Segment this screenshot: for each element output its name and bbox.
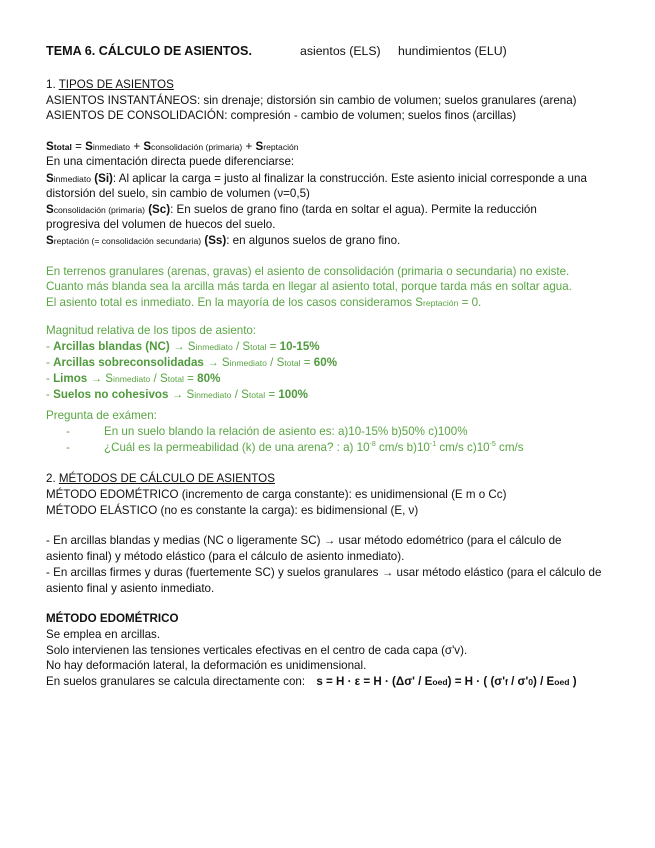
list-dash: - bbox=[66, 425, 70, 438]
pregunta-q1 bbox=[66, 425, 468, 439]
edometrico-line-1: Se emplea en arcillas. bbox=[46, 628, 161, 641]
section-number: 1. bbox=[46, 78, 59, 91]
exponent: -5 bbox=[489, 441, 496, 449]
ratio-text: / S bbox=[150, 372, 168, 385]
cimentacion-intro: En una cimentación directa puede diferenciarse: bbox=[46, 155, 295, 168]
ratio-text: = bbox=[266, 340, 280, 353]
asientos-consolidacion: ASIENTOS DE CONSOLIDACIÓN: compresión - cambio de volumen; suelos finos (arcillas) bbox=[46, 109, 517, 122]
metodo-edometrico-line: MÉTODO EDOMÉTRICO (incremento de carga constante): es unidimensional (E m o Cc) bbox=[46, 488, 507, 501]
ratio-subscript: inmediato bbox=[113, 374, 151, 384]
formula-subscript: total bbox=[53, 142, 72, 152]
section-title: MÉTODOS DE CÁLCULO DE ASIENTOS bbox=[58, 472, 275, 485]
formula-operator: = bbox=[71, 140, 86, 153]
green-note-1: En terrenos granulares (arenas, gravas) el asiento de consolidación (primaria o secundaria) no existe. bbox=[46, 265, 570, 278]
ratio-value: 100% bbox=[278, 388, 308, 401]
soil-name: Suelos no cohesivos bbox=[53, 388, 169, 401]
si-symbol: S bbox=[46, 172, 54, 185]
formula-subscript: oed bbox=[554, 677, 570, 687]
si-text: : Al aplicar la carga = justo al finalizar la construcción. Este asiento inicial corresponde a una bbox=[112, 172, 587, 185]
ratio-subscript: total bbox=[284, 358, 301, 368]
edometrico-formula-intro: En suelos granulares se calcula directamente con: bbox=[46, 675, 306, 688]
formula-part: ) = H · ( (σ' bbox=[447, 675, 505, 688]
ratio-subscript: total bbox=[248, 390, 266, 400]
title-row bbox=[46, 44, 621, 58]
magnitud-item bbox=[46, 356, 337, 370]
green-note-2: Cuanto más blanda sea la arcilla más tarda en llegar al asiento total, porque tarda más en soltar agua. bbox=[46, 280, 572, 293]
tag-elu: hundimientos (ELU) bbox=[398, 44, 507, 58]
ratio-text: → S bbox=[169, 340, 196, 353]
edometrico-line-3: No hay deformación lateral, la deformación es unidimensional. bbox=[46, 659, 367, 672]
edometrico-line-4 bbox=[46, 675, 577, 689]
section-heading-metodos bbox=[46, 472, 275, 486]
section-heading-tipos bbox=[46, 78, 174, 92]
formula-operator: + bbox=[242, 140, 256, 153]
si-label: (Si) bbox=[91, 172, 113, 185]
magnitud-item bbox=[46, 340, 320, 354]
exponent: -8 bbox=[369, 441, 376, 449]
pregunta-q2-text: cm/s c)10 bbox=[436, 441, 490, 454]
ratio-text: → S bbox=[203, 356, 230, 369]
green-note-3-end: = 0. bbox=[458, 296, 482, 309]
soil-name: Limos bbox=[53, 372, 88, 385]
list-dash: - bbox=[46, 388, 54, 401]
ratio-text: = bbox=[300, 356, 314, 369]
formula-operator: + bbox=[130, 140, 144, 153]
sc-text: : En suelos de grano fino (tarda en soltar el agua). Permite la reducción bbox=[170, 203, 537, 216]
ratio-text: / S bbox=[266, 356, 285, 369]
pregunta-q1-text: En un suelo blando la relación de asiento es: a)10-15% b)50% c)100% bbox=[104, 425, 468, 438]
formula-symbol: S bbox=[85, 140, 93, 153]
ratio-text: → S bbox=[168, 388, 195, 401]
green-note-3-subscript: reptación bbox=[423, 298, 459, 308]
ratio-subscript: inmediato bbox=[194, 390, 232, 400]
section-title: TIPOS DE ASIENTOS bbox=[58, 78, 174, 91]
soil-name: Arcillas blandas (NC) bbox=[53, 340, 170, 353]
list-dash: - bbox=[46, 356, 54, 369]
si-subscript: inmediato bbox=[53, 174, 91, 184]
ratio-text: → S bbox=[87, 372, 114, 385]
si-definition bbox=[46, 172, 587, 186]
formula-subscript: inmediato bbox=[92, 142, 131, 152]
formula-part: s = H · ε = H · (Δσ' / E bbox=[316, 675, 433, 688]
pregunta-q2 bbox=[66, 441, 524, 455]
edometrico-formula bbox=[316, 675, 576, 688]
ratio-subscript: total bbox=[167, 374, 184, 384]
tag-els: asientos (ELS) bbox=[300, 44, 381, 58]
ratio-value: 10-15% bbox=[279, 340, 320, 353]
formula-subscript: 0 bbox=[528, 677, 534, 687]
pregunta-q2-text: cm/s bbox=[495, 441, 524, 454]
list-dash: - bbox=[46, 340, 54, 353]
ss-label: (Ss) bbox=[201, 234, 227, 247]
pregunta-q2-text: ¿Cuál es la permeabilidad (k) de una arena? : a) 10 bbox=[104, 441, 370, 454]
settlement-formula bbox=[46, 140, 299, 154]
ss-text: : en algunos suelos de grano fino. bbox=[226, 234, 401, 247]
ratio-text: / S bbox=[231, 388, 249, 401]
formula-part: ) / E bbox=[533, 675, 555, 688]
sc-definition bbox=[46, 203, 537, 217]
ratio-subscript: inmediato bbox=[195, 342, 233, 352]
metodos-paragraph-1-cont: asiento final) y método elástico (para el cálculo de asiento inmediato). bbox=[46, 550, 405, 563]
asientos-instantaneos: ASIENTOS INSTANTÁNEOS: sin drenaje; distorsión sin cambio de volumen; suelos granulares (arena) bbox=[46, 94, 577, 107]
list-dash: - bbox=[46, 372, 54, 385]
metodo-elastico-line: MÉTODO ELÁSTICO (no es constante la carga): es bidimensional (E, ν) bbox=[46, 504, 419, 517]
metodos-paragraph-1: - En arcillas blandas y medias (NC o ligeramente SC) → usar método edométrico (para el cálculo de bbox=[46, 534, 562, 547]
sc-text-cont: progresiva del volumen de huecos del suelo. bbox=[46, 218, 276, 231]
ratio-text: = bbox=[265, 388, 279, 401]
pregunta-heading: Pregunta de exámen: bbox=[46, 409, 157, 422]
formula-symbol: S bbox=[46, 140, 54, 153]
formula-part: ) bbox=[569, 675, 577, 688]
formula-subscript: reptación bbox=[263, 142, 299, 152]
formula-symbol: S bbox=[255, 140, 264, 153]
sc-subscript: consolidación (primaria) bbox=[53, 205, 145, 215]
formula-subscript: f bbox=[505, 677, 508, 687]
ss-subscript: reptación (= consolidación secundaria) bbox=[53, 236, 202, 246]
document-title: TEMA 6. CÁLCULO DE ASIENTOS. bbox=[46, 44, 252, 58]
metodos-paragraph-2: - En arcillas firmes y duras (fuertemente SC) y suelos granulares → usar método elástico (para el cálculo de bbox=[46, 566, 602, 579]
sc-symbol: S bbox=[46, 203, 54, 216]
si-text-cont: distorsión del suelo, sin cambio de volumen (ν=0,5) bbox=[46, 187, 310, 200]
magnitud-item bbox=[46, 388, 308, 402]
formula-part: / σ' bbox=[507, 675, 529, 688]
ratio-subscript: total bbox=[250, 342, 267, 352]
section-number: 2. bbox=[46, 472, 59, 485]
ratio-subscript: inmediato bbox=[229, 358, 267, 368]
ss-definition bbox=[46, 234, 400, 248]
formula-subscript: oed bbox=[432, 677, 448, 687]
metodos-paragraph-2-cont: asiento final y asiento inmediato. bbox=[46, 582, 215, 595]
edometrico-heading: MÉTODO EDOMÉTRICO bbox=[46, 612, 179, 625]
green-note-3 bbox=[46, 296, 481, 310]
green-note-3-text: El asiento total es inmediato. En la mayoría de los casos consideramos S bbox=[46, 296, 423, 309]
edometrico-line-2: Solo intervienen las tensiones verticales efectivas en el centro de cada capa (σ'v). bbox=[46, 644, 468, 657]
ratio-value: 80% bbox=[197, 372, 221, 385]
magnitud-item bbox=[46, 372, 220, 386]
magnitud-heading: Magnitud relativa de los tipos de asiento: bbox=[46, 324, 257, 337]
ss-symbol: S bbox=[46, 234, 54, 247]
pregunta-q2-text: cm/s b)10 bbox=[375, 441, 430, 454]
ratio-text: / S bbox=[232, 340, 251, 353]
exponent: -1 bbox=[429, 441, 437, 449]
ratio-value: 60% bbox=[313, 356, 338, 369]
list-dash: - bbox=[66, 441, 70, 454]
sc-label: (Sc) bbox=[144, 203, 171, 216]
soil-name: Arcillas sobreconsolidadas bbox=[53, 356, 204, 369]
ratio-text: = bbox=[183, 372, 198, 385]
formula-symbol: S bbox=[143, 140, 152, 153]
formula-subscript: consolidación (primaria) bbox=[151, 142, 243, 152]
